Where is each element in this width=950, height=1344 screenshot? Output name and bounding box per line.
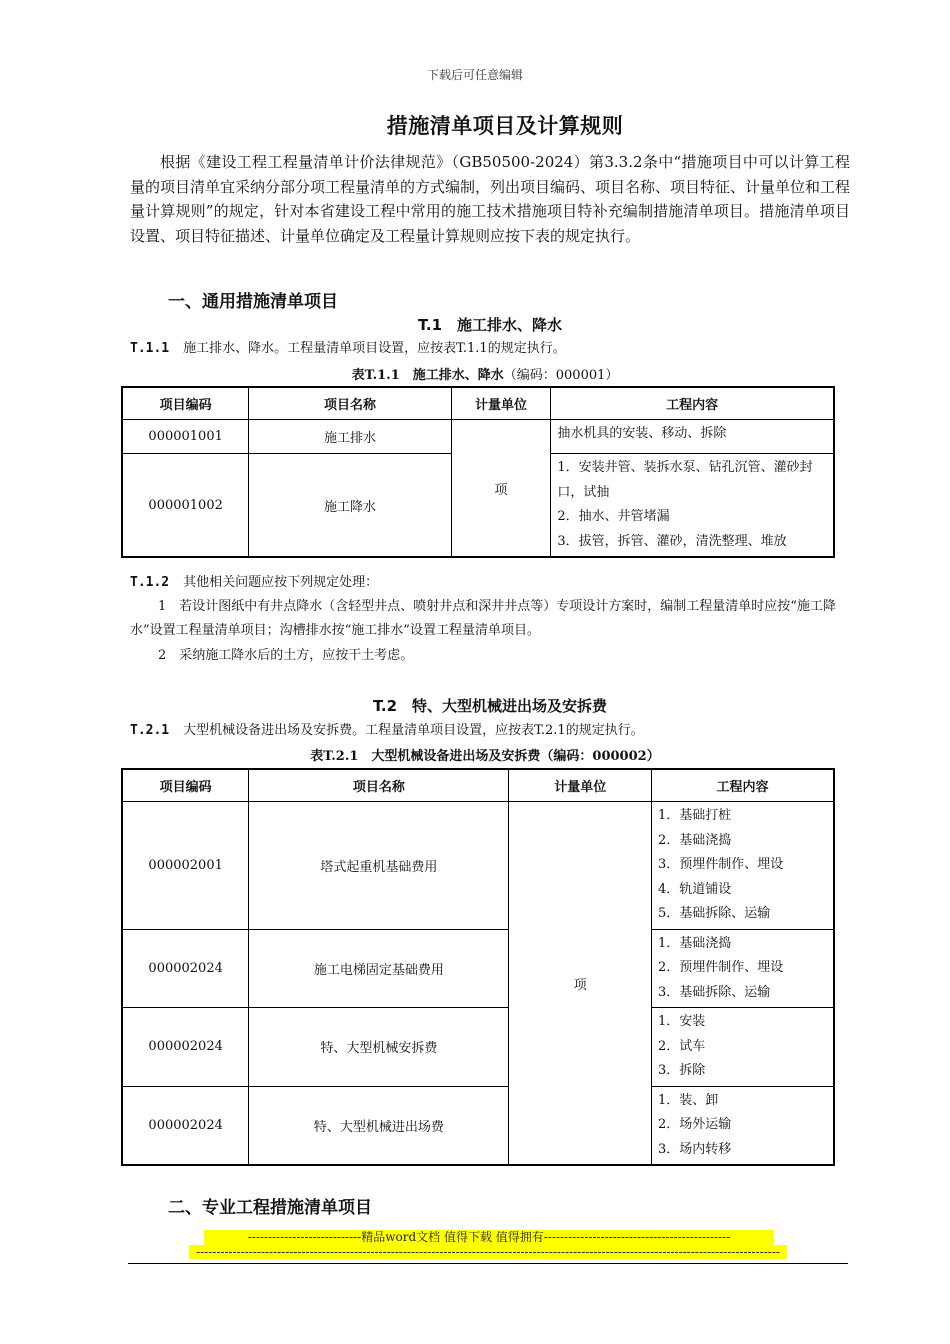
table-row (122, 420, 834, 454)
document-title: 措施清单项目及计算规则 (386, 114, 624, 138)
cell-code: 000002024 (122, 1086, 249, 1165)
clause-t2-1 (130, 721, 850, 740)
cell-code: 000001002 (122, 454, 249, 558)
footer-banner-2: ------------------------------------------------------------------------------------------------------------------------------------------------ (189, 1245, 787, 1259)
clause-text: 大型机械设备进出场及安拆费。工程量清单项目设置，应按表T.2.1的规定执行。 (183, 723, 644, 738)
content-item: 3．基础拆除、运输 (658, 984, 771, 1000)
cell-name: 施工排水 (249, 420, 451, 454)
clause-text: 其他相关问题应按下列规定处理： (183, 575, 379, 590)
caption-code: （编码：000001） (503, 368, 619, 383)
content-item: 2．基础浇捣 (658, 832, 732, 848)
content-item: 2．场外运输 (658, 1117, 732, 1132)
caption-title: 表T.1.1 施工排水、降水 (351, 368, 504, 383)
header-unit: 计量单位 (509, 769, 652, 802)
cell-content (551, 454, 834, 558)
table-row (122, 802, 834, 930)
cell-content (652, 1008, 835, 1087)
content-item: 1．基础浇捣 (658, 935, 732, 951)
table-t2-caption: 表T.2.1 大型机械设备进出场及安拆费（编码：000002） (310, 749, 660, 764)
cell-code: 000002024 (122, 1008, 249, 1087)
header-unit: 计量单位 (451, 387, 551, 420)
note-2: 2 采纳施工降水后的土方，应按干土考虑。 (158, 648, 414, 663)
cell-unit: 项 (451, 420, 551, 558)
cell-name: 塔式起重机基础费用 (249, 802, 509, 930)
cell-code: 000002001 (122, 802, 249, 930)
header-code: 项目编码 (122, 769, 249, 802)
clause-text: 施工排水、降水。工程量清单项目设置，应按表T.1.1的规定执行。 (183, 341, 566, 356)
table-t2 (121, 768, 835, 1166)
content-item: 3．预埋件制作、埋设 (658, 857, 784, 872)
cell-code: 000001001 (122, 420, 249, 454)
clause-number: T.2.1 (130, 723, 170, 738)
footer-banner-1: ----------------------------精品word文档 值得下载 值得拥有---------------------------------------------- (204, 1230, 774, 1245)
content-item: 1．安装井管、装拆水泵、钻孔沉管、灌砂封口，试抽 (557, 460, 813, 500)
header-content: 工程内容 (551, 387, 834, 420)
table-t1 (121, 386, 835, 558)
section-heading-special: 二、专业工程措施清单项目 (168, 1198, 372, 1218)
t1-heading: T.1 施工排水、降水 (417, 316, 563, 334)
content-item: 抽水机具的安装、移动、拆除 (557, 426, 727, 441)
clause-t1-2 (130, 573, 850, 592)
intro-paragraph: 根据《建设工程工程量清单计价法律规范》（GB50500-2024）第3.3.2条中“措施项目中可以计算工程量的项目清单宜采纳分部分项工程量清单的方式编制，列出项目编码、项目名称、项目特征、计量单位和工程量计算规则”的规定，针对本省建设工程中常用的施工技术措施项目特补充编制措施清单项目。措施清单项目设置、项目特征描述、计量单位确定及工程量计算规则应按下表的规定执行。 (130, 153, 851, 245)
cell-name: 施工电梯固定基础费用 (249, 929, 509, 1008)
table-row (122, 1008, 834, 1087)
content-item: 1．安装 (658, 1014, 706, 1029)
header-name: 项目名称 (249, 387, 451, 420)
header-content: 工程内容 (652, 769, 835, 802)
footer-rule (128, 1263, 848, 1264)
content-item: 3．拔管，拆管、灌砂，清洗整理、堆放 (557, 533, 787, 549)
content-item: 5．基础拆除、运输 (658, 906, 771, 921)
cell-code: 000002024 (122, 929, 249, 1008)
note-1: 1 若设计图纸中有井点降水（含轻型井点、喷射井点和深井井点等）专项设计方案时，编制工程量清单时应按“施工降水”设置工程量清单项目；沟槽排水按“施工排水”设置工程量清单项目。 (130, 599, 836, 638)
cell-name: 特、大型机械进出场费 (249, 1086, 509, 1165)
content-item: 2．抽水、井管堵漏 (557, 509, 670, 524)
content-item: 4．轨道铺设 (658, 881, 732, 897)
section-heading-general: 一、通用措施清单项目 (168, 292, 338, 312)
content-item: 2．预埋件制作、埋设 (658, 960, 784, 975)
clause-number: T.1.1 (130, 341, 170, 356)
cell-name: 施工降水 (249, 454, 451, 558)
content-item: 1．基础打桩 (658, 808, 732, 823)
content-item: 3．场内转移 (658, 1141, 732, 1157)
content-item: 2．试车 (658, 1038, 706, 1054)
t2-heading: T.2 特、大型机械进出场及安拆费 (372, 697, 608, 715)
content-item: 1．装、卸 (658, 1092, 719, 1108)
cell-content (652, 802, 835, 930)
header-note: 下载后可任意编辑 (426, 68, 523, 82)
cell-name: 特、大型机械安拆费 (249, 1008, 509, 1087)
cell-content (652, 929, 835, 1008)
table-t1-caption (0, 364, 950, 383)
header-code: 项目编码 (122, 387, 249, 420)
header-name: 项目名称 (249, 769, 509, 802)
table-row (122, 1086, 834, 1165)
content-item: 3．拆除 (658, 1063, 706, 1078)
clause-number: T.1.2 (130, 575, 170, 590)
cell-content (652, 1086, 835, 1165)
clause-t1-1 (130, 339, 850, 358)
table-row (122, 929, 834, 1008)
cell-content (551, 420, 834, 454)
cell-unit: 项 (509, 802, 652, 1166)
